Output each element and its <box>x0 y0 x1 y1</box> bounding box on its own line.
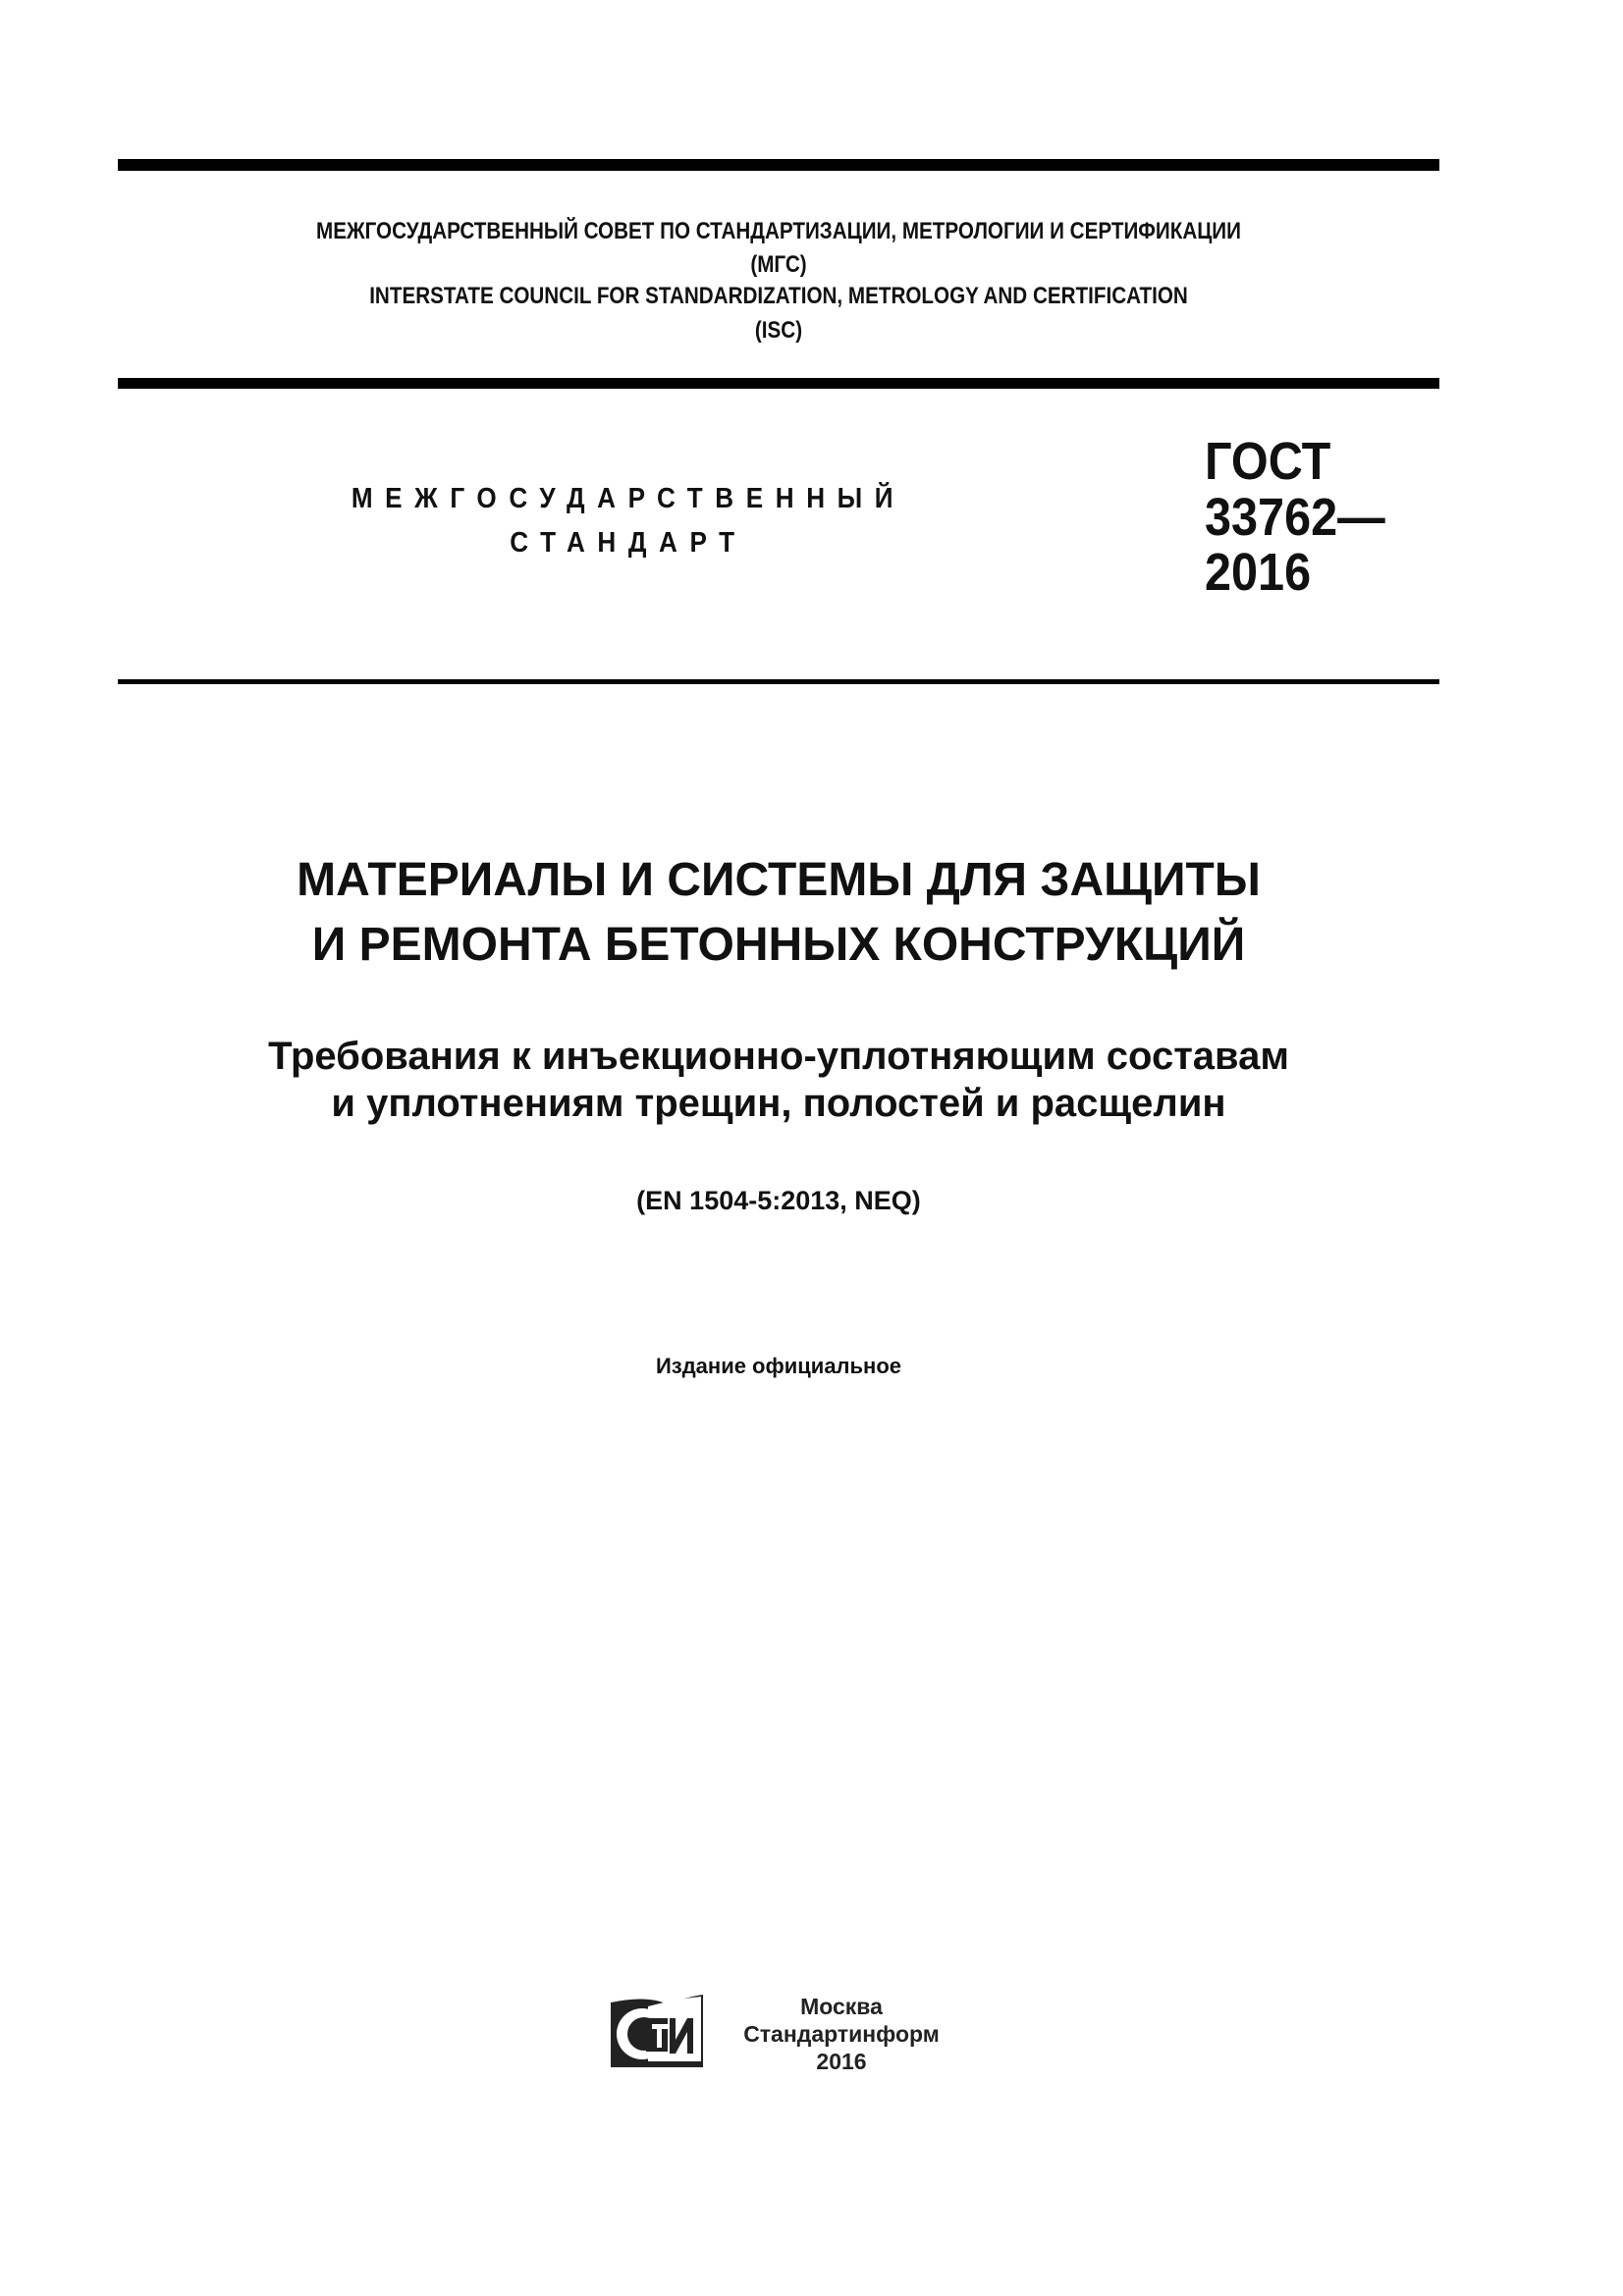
council-abbr-en: (ISC) <box>754 317 803 344</box>
designation-rule <box>118 679 1439 684</box>
standard-type-line1: МЕЖГОСУДАРСТВЕННЫЙ <box>351 483 906 514</box>
document-title-line2: И РЕМОНТА БЕТОННЫХ КОНСТРУКЦИЙ <box>311 919 1246 971</box>
top-rule <box>118 159 1439 171</box>
gost-number: 33762— <box>1205 488 1385 547</box>
standartinform-logo <box>609 1993 705 2071</box>
standard-type-line2: СТАНДАРТ <box>510 527 747 559</box>
publisher-name: Стандартинформ <box>743 2021 940 2047</box>
council-name-en: INTERSTATE COUNCIL FOR STANDARDIZATION, METROLOGY AND CERTIFICATION <box>369 283 1188 309</box>
edition-note: Издание официальное <box>655 1354 902 1378</box>
document-subtitle-line2: и уплотнениям трещин, полостей и расщелин <box>331 1082 1226 1125</box>
council-name-ru: МЕЖГОСУДАРСТВЕННЫЙ СОВЕТ ПО СТАНДАРТИЗАЦИИ, МЕТРОЛОГИИ И СЕРТИФИКАЦИИ <box>316 218 1241 244</box>
document-title-line1: МАТЕРИАЛЫ И СИСТЕМЫ ДЛЯ ЗАЩИТЫ <box>297 854 1261 906</box>
document-subtitle-line1: Требования к инъекционно-уплотняющим составам <box>268 1035 1289 1078</box>
publisher-year: 2016 <box>816 2049 867 2074</box>
en-reference: (EN 1504-5:2013, NEQ) <box>636 1186 921 1215</box>
gost-year: 2016 <box>1205 543 1312 602</box>
council-abbr-ru: (МГС) <box>750 251 807 278</box>
header-rule <box>118 378 1439 389</box>
publisher-block <box>724 1993 959 2075</box>
publisher-city: Москва <box>800 1994 883 2019</box>
gost-prefix: ГОСТ <box>1205 432 1331 491</box>
